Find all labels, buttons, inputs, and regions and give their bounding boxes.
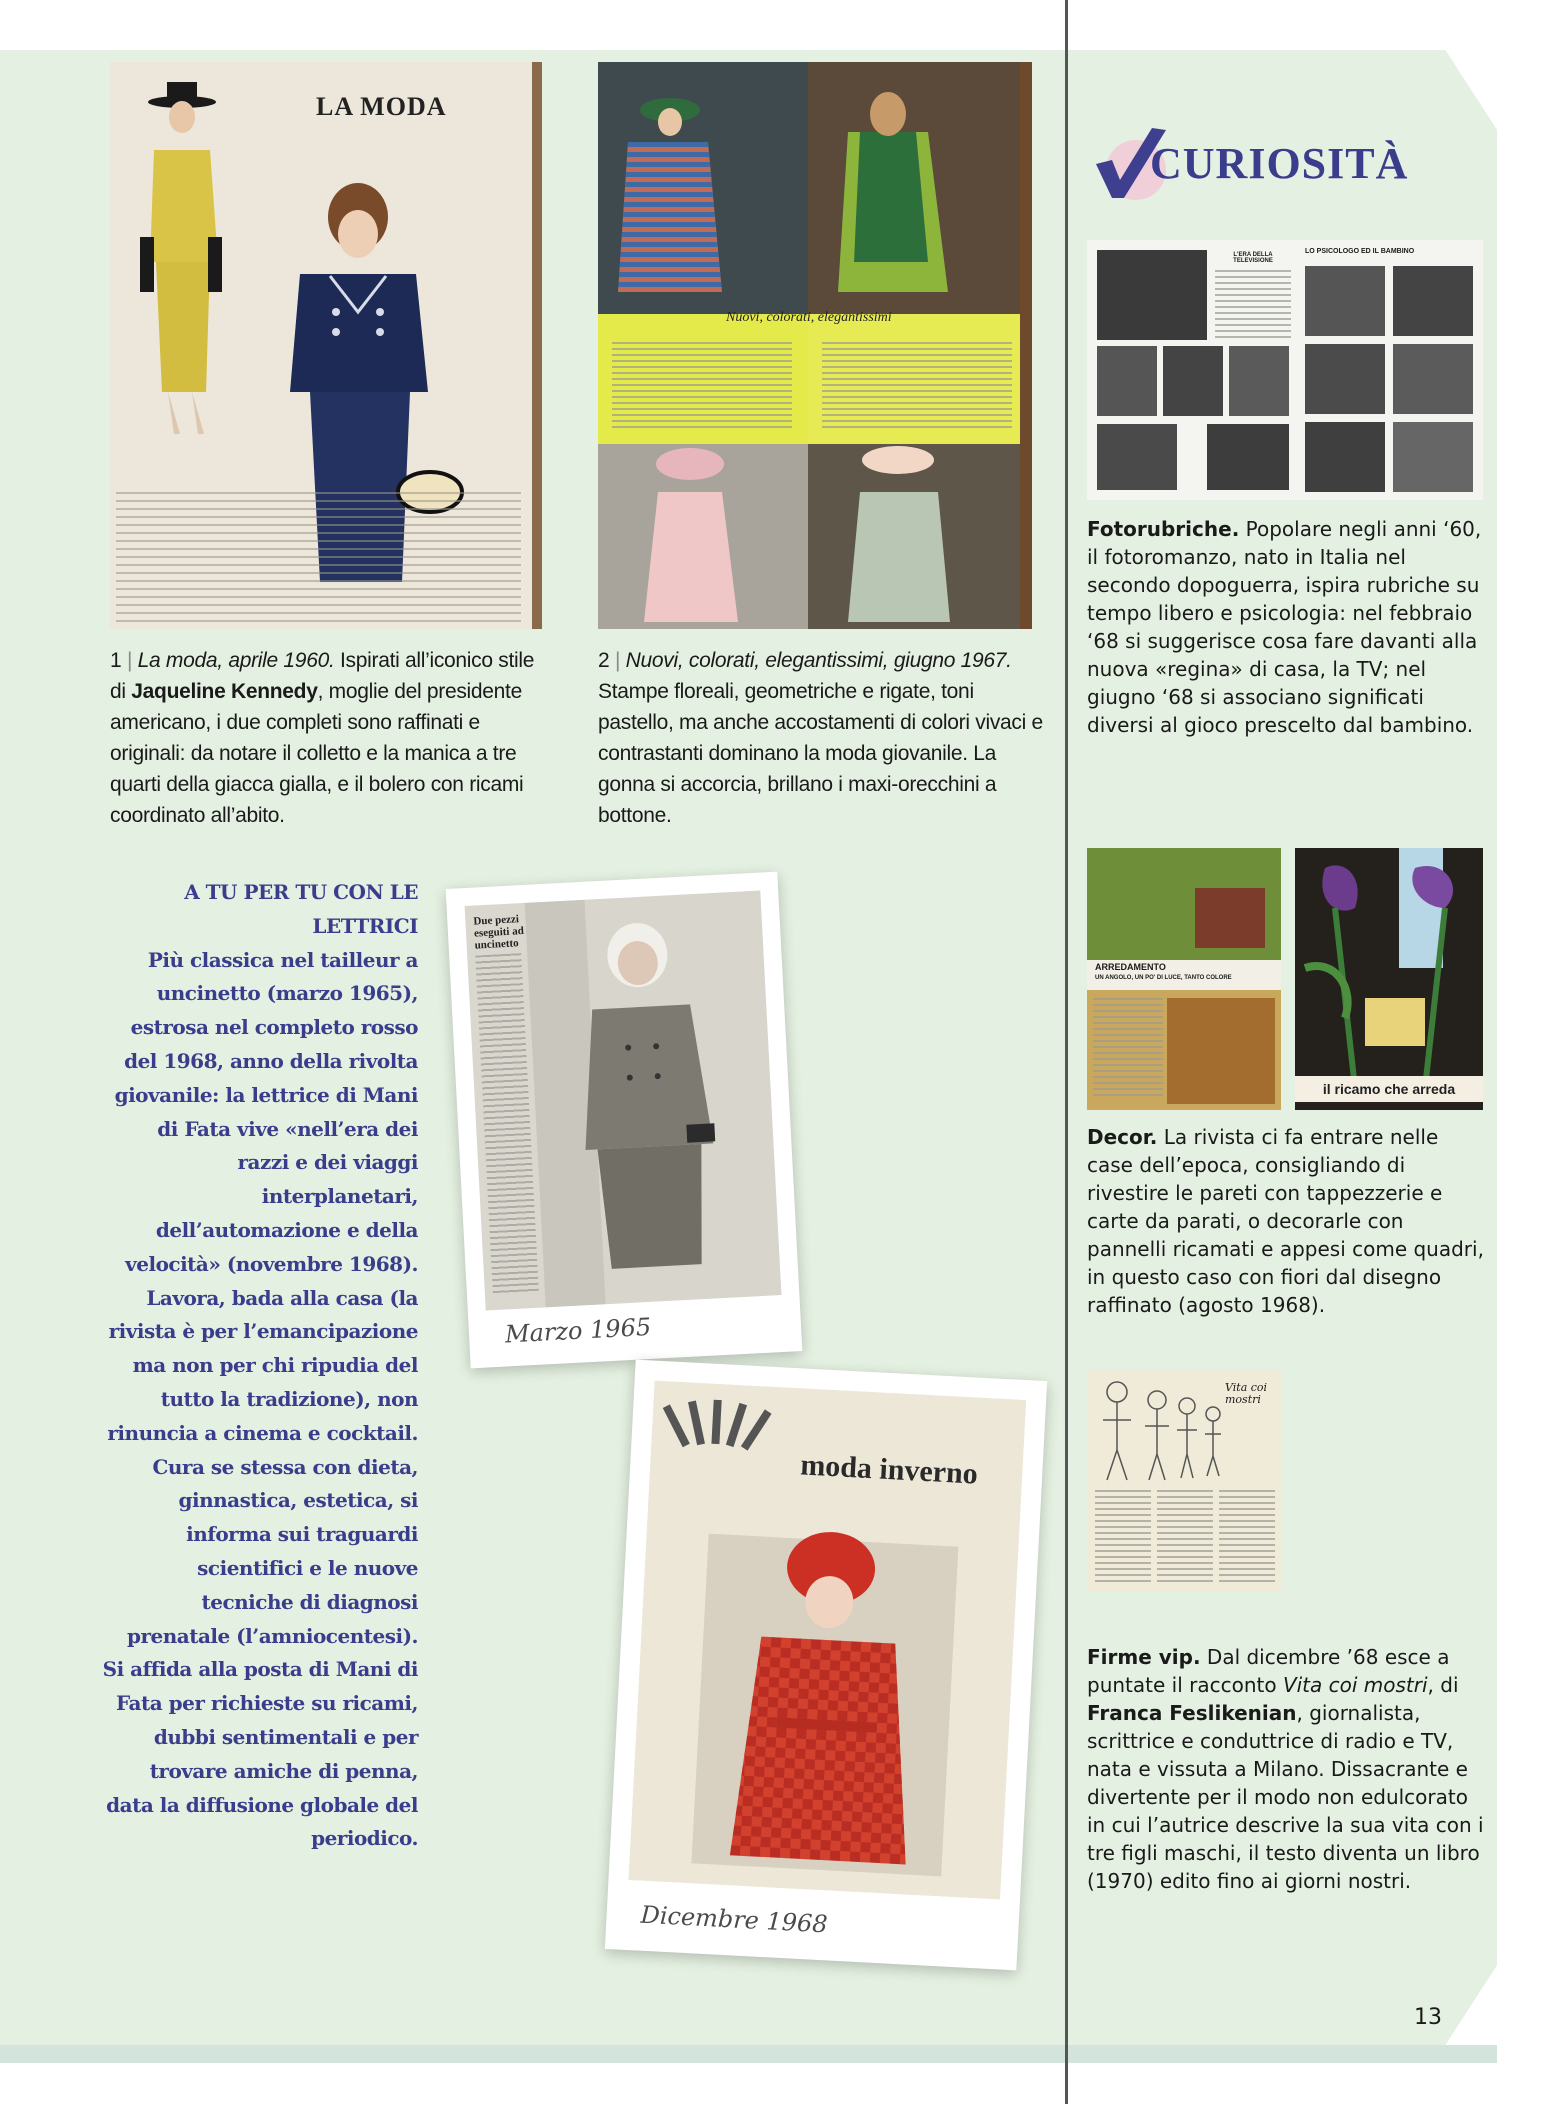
page-gutter-divider bbox=[1065, 0, 1068, 2104]
fotorubriche-text bbox=[1087, 515, 1487, 739]
thumb-title: ARREDAMENTO bbox=[1095, 962, 1166, 972]
figure-1-number: 1 bbox=[110, 649, 122, 672]
decor-lead: Decor. bbox=[1087, 1125, 1158, 1149]
polaroid-2-header: moda inverno bbox=[799, 1448, 979, 1491]
lettrici-heading: A TU PER TU CON LE LETTRICI bbox=[184, 880, 418, 938]
collage-text-left bbox=[612, 342, 792, 432]
thumb-fotorubrica-psicologo bbox=[1297, 240, 1483, 500]
figure-2-caption-title: Nuovi, colorati, elegantissimi, giugno 1967. bbox=[625, 649, 1012, 672]
collage-text-right bbox=[822, 342, 1012, 432]
magazine-small-text bbox=[116, 492, 521, 622]
thumb-text bbox=[1219, 1490, 1275, 1584]
caption-separator: | bbox=[126, 649, 133, 672]
figure-2-number: 2 bbox=[598, 649, 610, 672]
thumb-photo bbox=[1097, 424, 1177, 490]
thumb-title: Vita coi mostri bbox=[1225, 1381, 1268, 1406]
thumb-text bbox=[1093, 998, 1163, 1098]
thumb-decor-arredamento bbox=[1087, 848, 1281, 1110]
figure-1-caption-text-b: , moglie del presidente americano, i due completi sono raffinati e originali: da notare il colletto e la manica a tre quarti della giacca gialla, e il bolero con ricami coordinato all’abito. bbox=[110, 680, 524, 827]
la-moda-header: LA MODA bbox=[316, 92, 447, 121]
firme-text-a: Dal dicembre ’68 esce a puntate il racconto bbox=[1087, 1645, 1450, 1697]
thumb-subtitle: UN ANGOLO, UN PO' DI LUCE, TANTO COLORE bbox=[1095, 975, 1232, 981]
firme-text-c: , giornalista, scrittrice e conduttrice di radio e TV, nata e vissuta a Milano. Dissacrante e divertente per il modo non edulcorato in cui l’autrice descrive la sua vita con i tre figli maschi, il testo diventa un libro (1970) edito fino ai giorni nostri. bbox=[1087, 1701, 1484, 1893]
page-bottom-band bbox=[0, 2045, 1497, 2063]
thumb-caption-ricamo: il ricamo che arreda bbox=[1295, 1076, 1483, 1102]
thumb-decor-ricamo bbox=[1295, 848, 1483, 1110]
thumb-photo bbox=[1229, 346, 1289, 416]
thumb-photo bbox=[1393, 344, 1473, 414]
figure-2-caption bbox=[598, 645, 1048, 831]
figure-1-caption bbox=[110, 645, 540, 831]
polaroid-1-header: Due pezzi eseguiti ad uncinetto bbox=[473, 913, 525, 952]
polaroid-1-image bbox=[465, 891, 782, 1311]
thumb-title: LO PSICOLOGO ED IL BAMBINO bbox=[1305, 248, 1415, 255]
thumb-text bbox=[1095, 1490, 1151, 1584]
polaroid-1-label: Marzo 1965 bbox=[504, 1312, 652, 1349]
crochet-suit-photo bbox=[525, 891, 782, 1308]
figure-1-magazine-page bbox=[110, 62, 542, 629]
lettrici-column bbox=[100, 876, 418, 1856]
thumb-title: L'ERA DELLA TELEVISIONE bbox=[1233, 252, 1273, 264]
thumb-text bbox=[1215, 270, 1291, 340]
firme-story-title: Vita coi mostri bbox=[1282, 1673, 1428, 1697]
thumb-photo bbox=[1305, 422, 1385, 492]
figure-1-caption-text-a: Ispirati all’iconico stile di bbox=[110, 649, 535, 703]
firme-lead: Firme vip. bbox=[1087, 1645, 1201, 1669]
polaroid-2-label: Dicembre 1968 bbox=[639, 1900, 829, 1939]
thumb-photo bbox=[1305, 266, 1385, 336]
thumb-photo bbox=[1305, 344, 1385, 414]
lettrici-body: Più classica nel tailleur a uncinetto (marzo 1965), estrosa nel completo rosso del 1968, anno della rivolta giovanile: la lettrice di Mani di Fata vive «nell’era dei razzi e dei viaggi interplanetari, dell’automazione e della velocità» (novembre 1968). Lavora, bada alla casa (la rivista è per l’emancipazione ma non per chi ripudia del tutto la tradizione), non rinuncia a cinema e cocktail. Cura se stessa con dieta, ginnastica, estetica, si informa sui traguardi scientifici e le nuove tecniche di diagnosi prenatale (l’amniocentesi). Si affida alla posta di Mani di Fata per richieste su ricami, dubbi sentimentali e per trovare amiche di penna, data la diffusione globale del periodico. bbox=[102, 947, 418, 1851]
thumb-photo bbox=[1195, 888, 1265, 948]
figure-1-caption-title: La moda, aprile 1960. bbox=[137, 649, 335, 672]
polaroid-2-image bbox=[628, 1381, 1026, 1900]
curiosita-title: CURIOSITÀ bbox=[1150, 139, 1409, 188]
page-number: 13 bbox=[1414, 2005, 1442, 2030]
thumb-photo bbox=[1393, 422, 1473, 492]
polaroid-marzo-1965 bbox=[446, 872, 803, 1369]
collage-band-title: Nuovi, colorati, elegantissimi bbox=[726, 310, 892, 325]
thumb-vita-coi-mostri bbox=[1087, 1370, 1281, 1592]
polaroid-dicembre-1968 bbox=[605, 1360, 1047, 1971]
firme-vip-text bbox=[1087, 1643, 1487, 1895]
caption-separator: | bbox=[614, 649, 621, 672]
fotorubriche-lead: Fotorubriche. bbox=[1087, 517, 1240, 541]
fotorubriche-body: Popolare negli anni ‘60, il fotoromanzo, nato in Italia nel secondo dopoguerra, ispira rubriche su tempo libero e psicologia: nel febbraio ‘68 si suggerisce cosa fare davanti alla nuova «regina» di casa, la TV; nel giugno ‘68 si associano significati diversi al gioco prescelto dal bambino. bbox=[1087, 517, 1482, 737]
thumb-photo bbox=[1167, 998, 1275, 1104]
thumb-photo bbox=[1097, 346, 1157, 416]
firme-text-b: , di bbox=[1427, 1673, 1459, 1697]
decor-text bbox=[1087, 1123, 1487, 1319]
thumb-photo bbox=[1097, 250, 1207, 340]
thumb-fotorubrica-tv bbox=[1087, 240, 1299, 500]
thumb-text bbox=[1157, 1490, 1213, 1584]
decor-body: La rivista ci fa entrare nelle case dell’epoca, consigliando di rivestire le pareti con tappezzerie e carte da parati, o decorarle con pannelli ricamati e appesi come quadri, in questo caso con fiori dal disegno raffinato (agosto 1968). bbox=[1087, 1125, 1484, 1317]
flower-embroidery-illustration bbox=[1295, 848, 1483, 1110]
thumb-photo bbox=[1163, 346, 1223, 416]
figure-2-caption-text: Stampe floreali, geometriche e rigate, toni pastello, ma anche accostamenti di colori vivaci e contrastanti dominano la moda giovanile. La gonna si accorcia, brillano i maxi-orecchini a bottone. bbox=[598, 680, 1043, 827]
firme-author-name: Franca Feslikenian bbox=[1087, 1701, 1297, 1725]
thumb-photo bbox=[1207, 424, 1289, 490]
thumb-photo bbox=[1393, 266, 1473, 336]
figure-1-caption-name: Jaqueline Kennedy bbox=[131, 680, 318, 703]
figure-2-magazine-collage bbox=[598, 62, 1032, 629]
